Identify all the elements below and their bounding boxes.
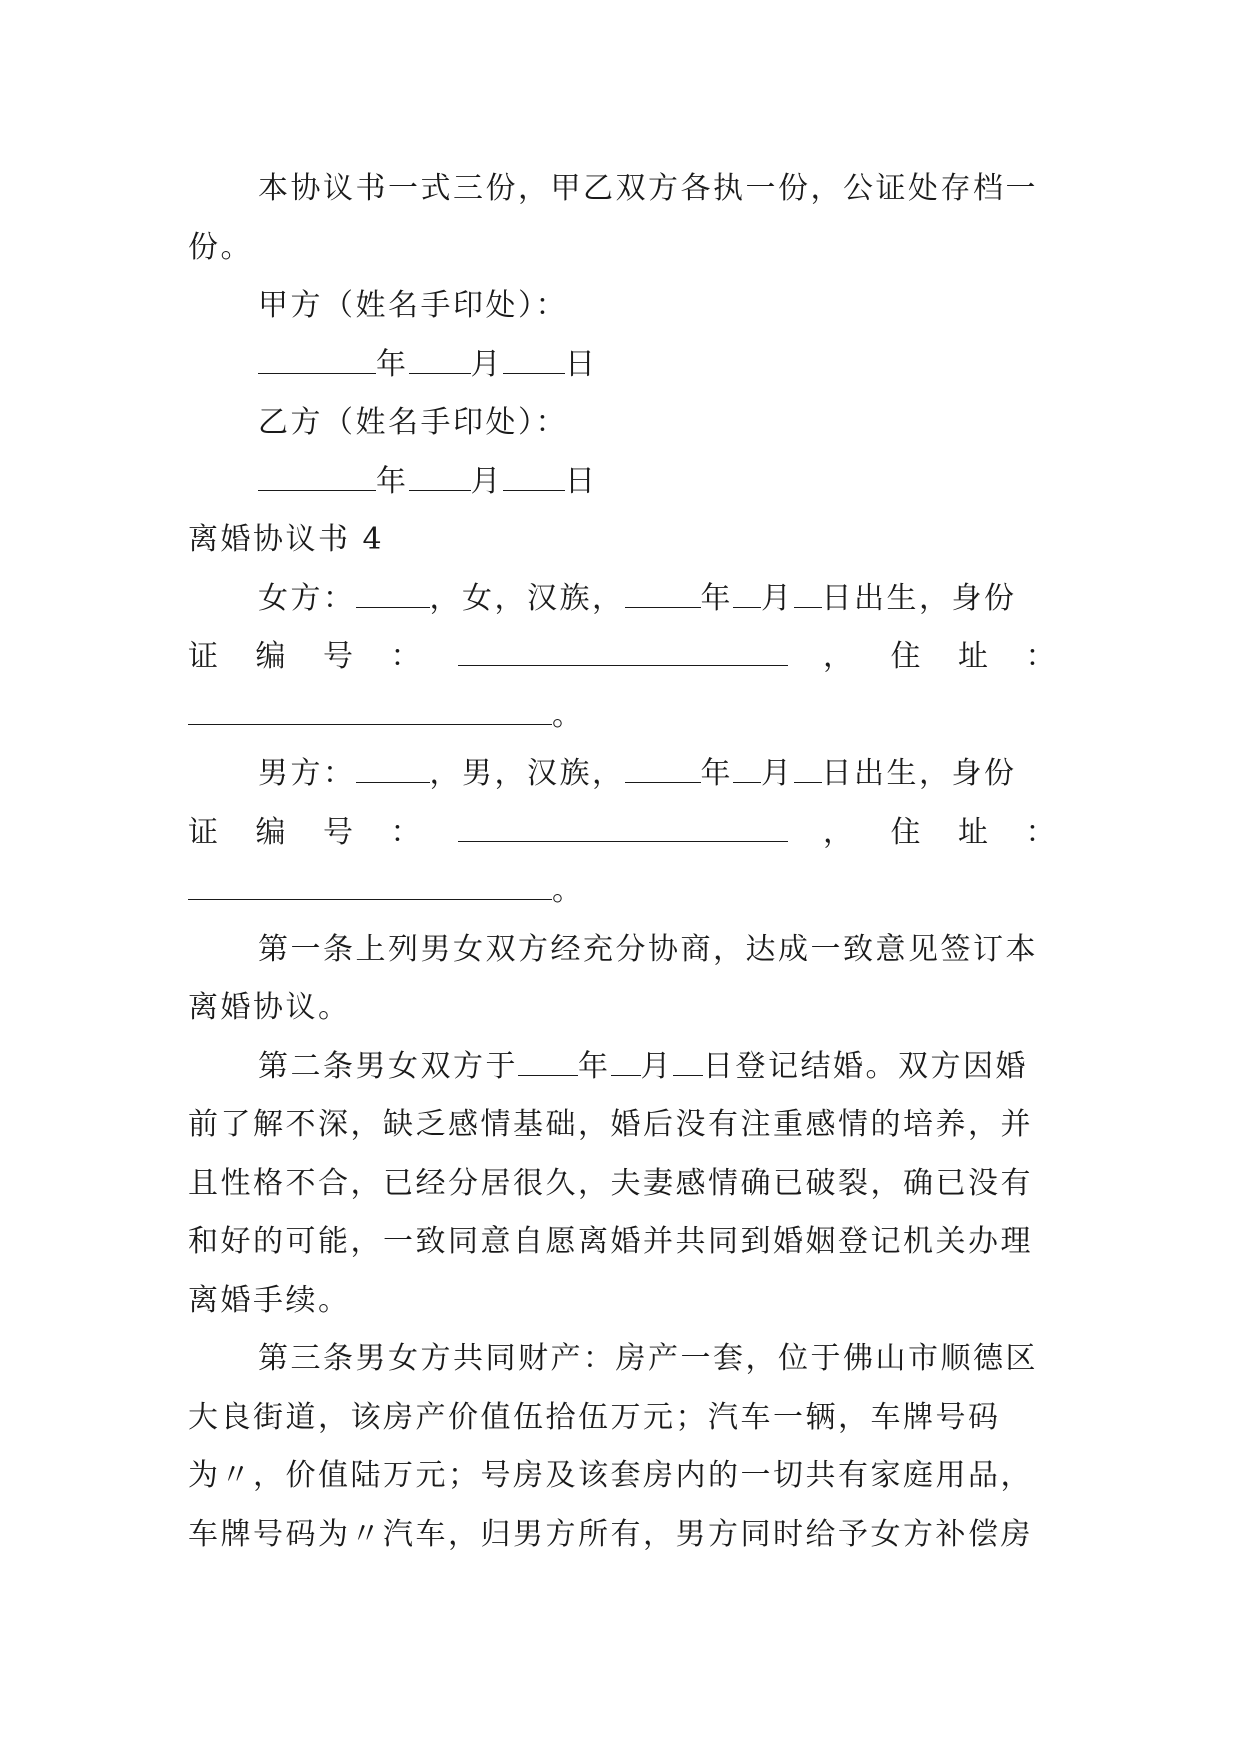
article-1: 第一条上列男女双方经充分协商，达成一致意见签订本 <box>258 931 1038 967</box>
day-blank <box>673 1041 703 1076</box>
address-blank <box>188 690 552 725</box>
paragraph-copies: 本协议书一式三份，甲乙双方各执一份，公证处存档一 <box>258 171 1038 206</box>
year-blank <box>518 1041 578 1076</box>
article-2-cont: 前了解不深，缺乏感情基础，婚后没有注重感情的培养，并 <box>188 1107 1033 1142</box>
day-blank <box>794 573 822 608</box>
male-address-line: 。 <box>188 862 1058 921</box>
article-1-cont: 离婚协议。 <box>188 990 351 1025</box>
day-blank <box>503 339 565 374</box>
female-info-line: 女方： ，女，汉族， 年 月 日出生，身份 <box>188 570 1058 629</box>
party-b-signature-label: 乙方（姓名手印处）： <box>258 405 568 440</box>
party-a-date-line: 年 月 日 <box>188 336 1058 395</box>
day-blank <box>503 456 565 491</box>
id-number-blank <box>458 631 788 666</box>
address-blank <box>188 865 552 900</box>
article-3: 第三条男女方共同财产：房产一套，位于佛山市顺德区 <box>258 1341 1038 1376</box>
male-info-line: 男方： ，男，汉族， 年 月 日出生，身份 <box>188 745 1058 804</box>
female-address-line: 。 <box>188 687 1058 746</box>
paragraph-copies-cont: 份。 <box>188 229 253 265</box>
article-3-cont: 大良街道，该房产价值伍拾伍万元；汽车一辆，车牌号码 <box>188 1399 1001 1435</box>
article-2: 第二条男女双方于 年 月 日登记结婚。双方因婚 <box>188 1038 1058 1097</box>
month-blank <box>611 1041 641 1076</box>
year-blank <box>258 456 376 491</box>
year-blank <box>625 573 701 608</box>
article-3-cont: 为〃，价值陆万元；号房及该套房内的一切共有家庭用品， <box>188 1458 1033 1493</box>
day-blank <box>794 748 822 783</box>
article-2-cont: 且性格不合，已经分居很久，夫妻感情确已破裂，确已没有 <box>188 1165 1033 1201</box>
male-id-line: 证 编 号 ： ， 住 址 ： <box>188 804 1058 863</box>
month-blank <box>409 339 471 374</box>
year-blank <box>625 748 701 783</box>
name-blank <box>356 748 430 783</box>
year-blank <box>258 339 376 374</box>
month-blank <box>409 456 471 491</box>
party-a-signature-label: 甲方（姓名手印处）： <box>258 288 568 323</box>
party-b-date-line: 年 月 日 <box>188 453 1058 512</box>
female-id-line: 证 编 号 ： ， 住 址 ： <box>188 628 1058 687</box>
id-number-blank <box>458 807 788 842</box>
document-page <box>188 160 1058 1564</box>
month-blank <box>733 748 761 783</box>
article-2-cont: 和好的可能，一致同意自愿离婚并共同到婚姻登记机关办理 <box>188 1224 1033 1259</box>
section-title: 离婚协议书 4 <box>188 522 385 557</box>
month-blank <box>733 573 761 608</box>
article-2-cont: 离婚手续。 <box>188 1282 351 1318</box>
name-blank <box>356 573 430 608</box>
article-3-cont: 车牌号码为〃汽车，归男方所有，男方同时给予女方补偿房 <box>188 1516 1033 1552</box>
